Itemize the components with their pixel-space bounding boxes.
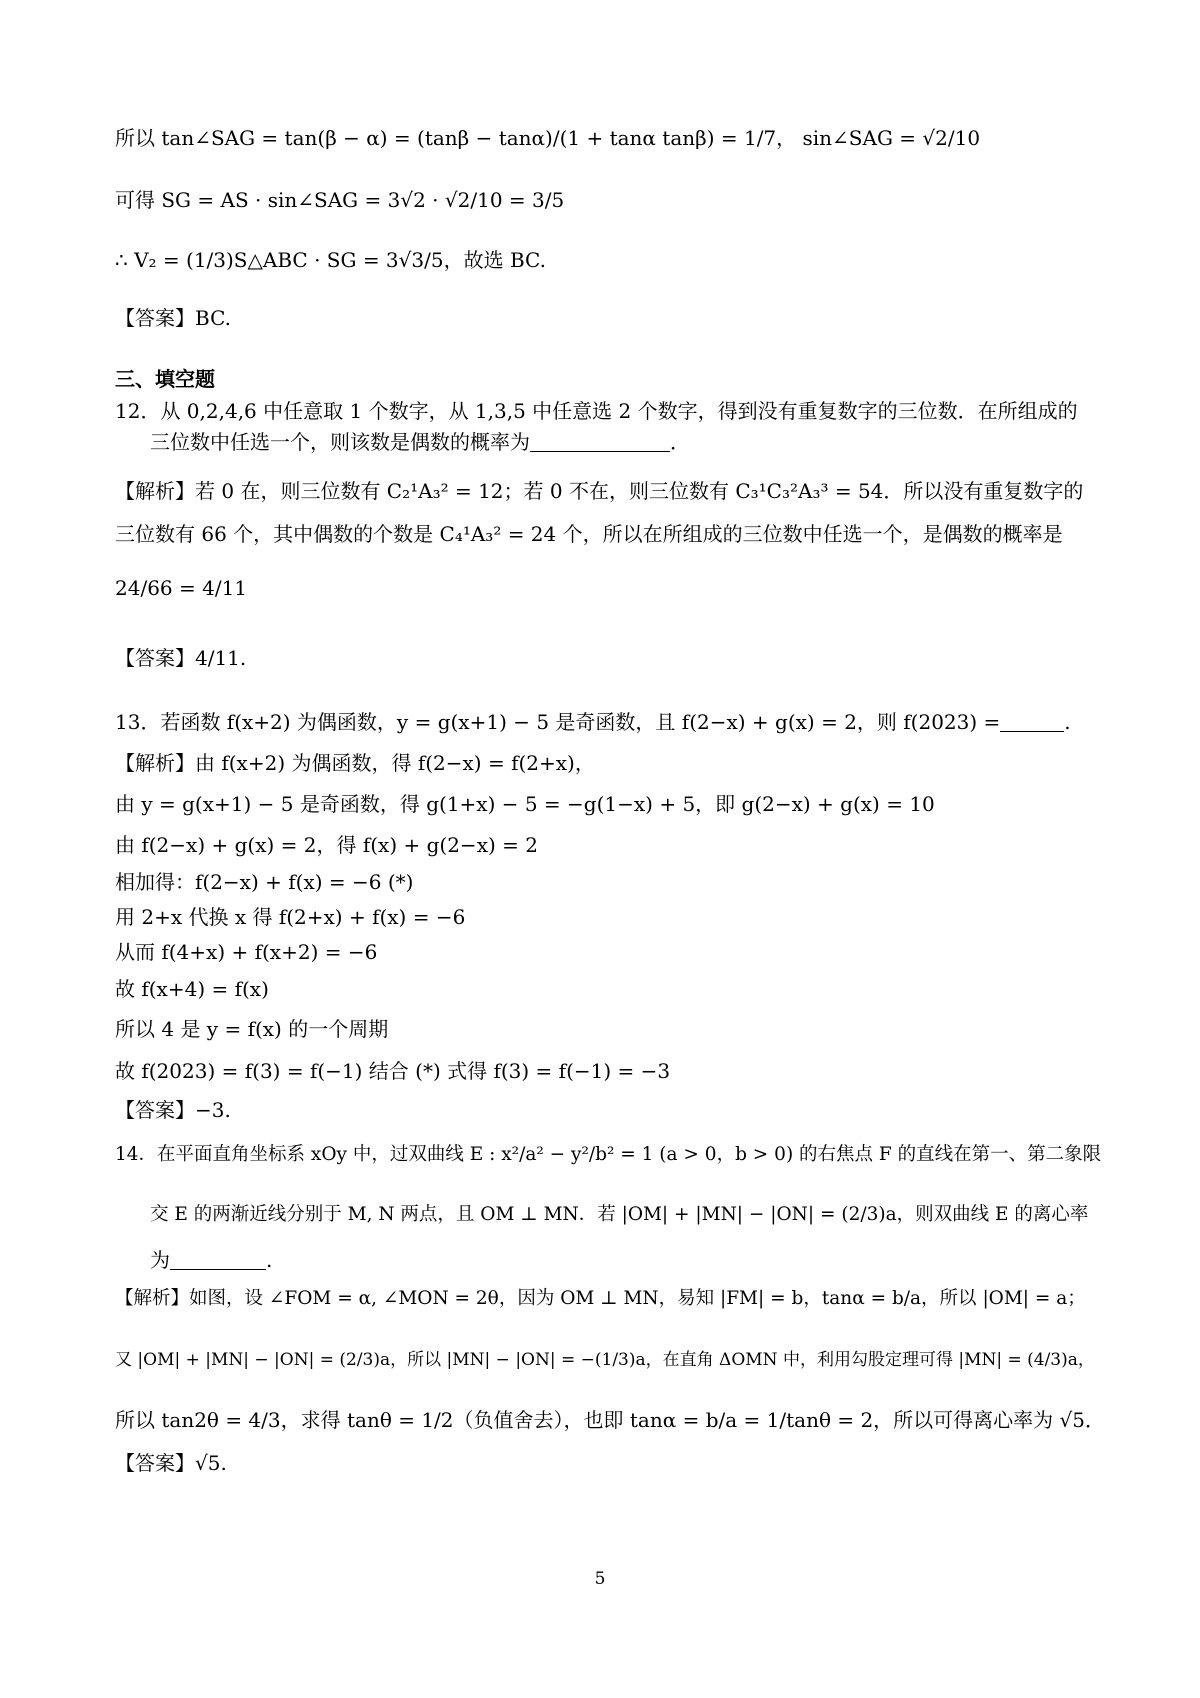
q13-solution-line-6: 从而 f(4+x) + f(x+2) = −6 [115,940,378,964]
q12-stem-line-1: 12．从 0,2,4,6 中任意取 1 个数字，从 1,3,5 中任意选 2 个数字，得到没有重复数字的三位数．在所组成的 [115,399,1078,423]
q13-answer-blank [1000,713,1064,732]
q12-solution-line-3: 24/66 = 4/11 [115,576,248,600]
q12-stem-line-2 [150,432,690,452]
q12-answer-blank [530,433,670,452]
q13-solution-line-8: 所以 4 是 y = f(x) 的一个周期 [115,1017,389,1041]
page-number: 5 [594,1569,606,1589]
prev-solution-line-1: 所以 tan∠SAG = tan(β − α) = (tanβ − tanα)/(1 + tanα tanβ) = 1/7， sin∠SAG = √2/10 [115,126,981,150]
q13-solution-line-5: 用 2+x 代换 x 得 f(2+x) + f(x) = −6 [115,905,466,929]
q13-answer: 【答案】−3. [115,1098,231,1122]
section-title: 三、填空题 [115,367,215,391]
q13-solution-line-7: 故 f(x+4) = f(x) [115,977,269,1001]
q12-answer: 【答案】4/11. [115,646,247,670]
q12-solution-line-1: 【解析】若 0 在，则三位数有 C₂¹A₃² = 12；若 0 不在，则三位数有 C₃¹C₃²A₃³ = 54．所以没有重复数字的 [115,479,1084,503]
prev-solution-line-2: 可得 SG = AS · sin∠SAG = 3√2 · √2/10 = 3/5 [115,188,565,212]
q14-stem-text: 为 [150,1248,170,1272]
q14-answer: 【答案】√5. [115,1451,227,1475]
q13-solution-line-2: 由 y = g(x+1) − 5 是奇函数，得 g(1+x) − 5 = −g(1−x) + 5，即 g(2−x) + g(x) = 10 [115,792,935,816]
q14-solution-line-2: 又 |OM| + |MN| − |ON| = (2/3)a，所以 |MN| − |ON| = −(1/3)a，在直角 ΔOMN 中，利用勾股定理可得 |MN| = (4/3)a， [115,1350,1095,1370]
q13-stem [115,712,1071,732]
q13-stem-end: . [1064,710,1071,734]
q12-stem-end: ． [670,430,690,454]
q13-solution-line-9: 故 f(2023) = f(3) = f(−1) 结合 (*) 式得 f(3) = f(−1) = −3 [115,1059,671,1083]
q14-stem-end: . [266,1248,273,1272]
q13-solution-line-3: 由 f(2−x) + g(x) = 2，得 f(x) + g(2−x) = 2 [115,833,538,857]
q13-solution-line-1: 【解析】由 f(x+2) 为偶函数，得 f(2−x) = f(2+x)， [115,751,595,775]
q14-solution-line-3: 所以 tan2θ = 4/3，求得 tanθ = 1/2（负值舍去），也即 tanα = b/a = 1/tanθ = 2，所以可得离心率为 √5． [115,1408,1106,1432]
q14-solution-line-1: 【解析】如图，设 ∠FOM = α, ∠MON = 2θ，因为 OM ⊥ MN，易知 |FM| = b，tanα = b/a，所以 |OM| = a； [115,1288,1086,1309]
q12-stem-text: 三位数中任选一个，则该数是偶数的概率为 [150,430,530,454]
q13-stem-text: 13．若函数 f(x+2) 为偶函数，y = g(x+1) − 5 是奇函数，且 f(2−x) + g(x) = 2，则 f(2023) = [115,710,1001,734]
q14-stem-line-3 [150,1250,272,1270]
q13-solution-line-4: 相加得：f(2−x) + f(x) = −6 (*) [115,870,414,894]
prev-solution-line-3: ∴ V₂ = (1/3)S△ABC · SG = 3√3/5，故选 BC. [115,248,546,272]
prev-answer: 【答案】BC. [115,306,232,330]
q14-answer-blank [170,1251,266,1270]
q14-stem-line-1: 14．在平面直角坐标系 xOy 中，过双曲线 E : x²/a² − y²/b² = 1 (a > 0，b > 0) 的右焦点 F 的直线在第一、第二象限 [115,1144,1102,1165]
q12-solution-line-2: 三位数有 66 个，其中偶数的个数是 C₄¹A₃² = 24 个，所以在所组成的三位数中任选一个，是偶数的概率是 [115,522,1063,546]
q14-stem-line-2: 交 E 的两渐近线分别于 M, N 两点，且 OM ⊥ MN．若 |OM| + |MN| − |ON| = (2/3)a，则双曲线 E 的离心率 [150,1204,1089,1225]
